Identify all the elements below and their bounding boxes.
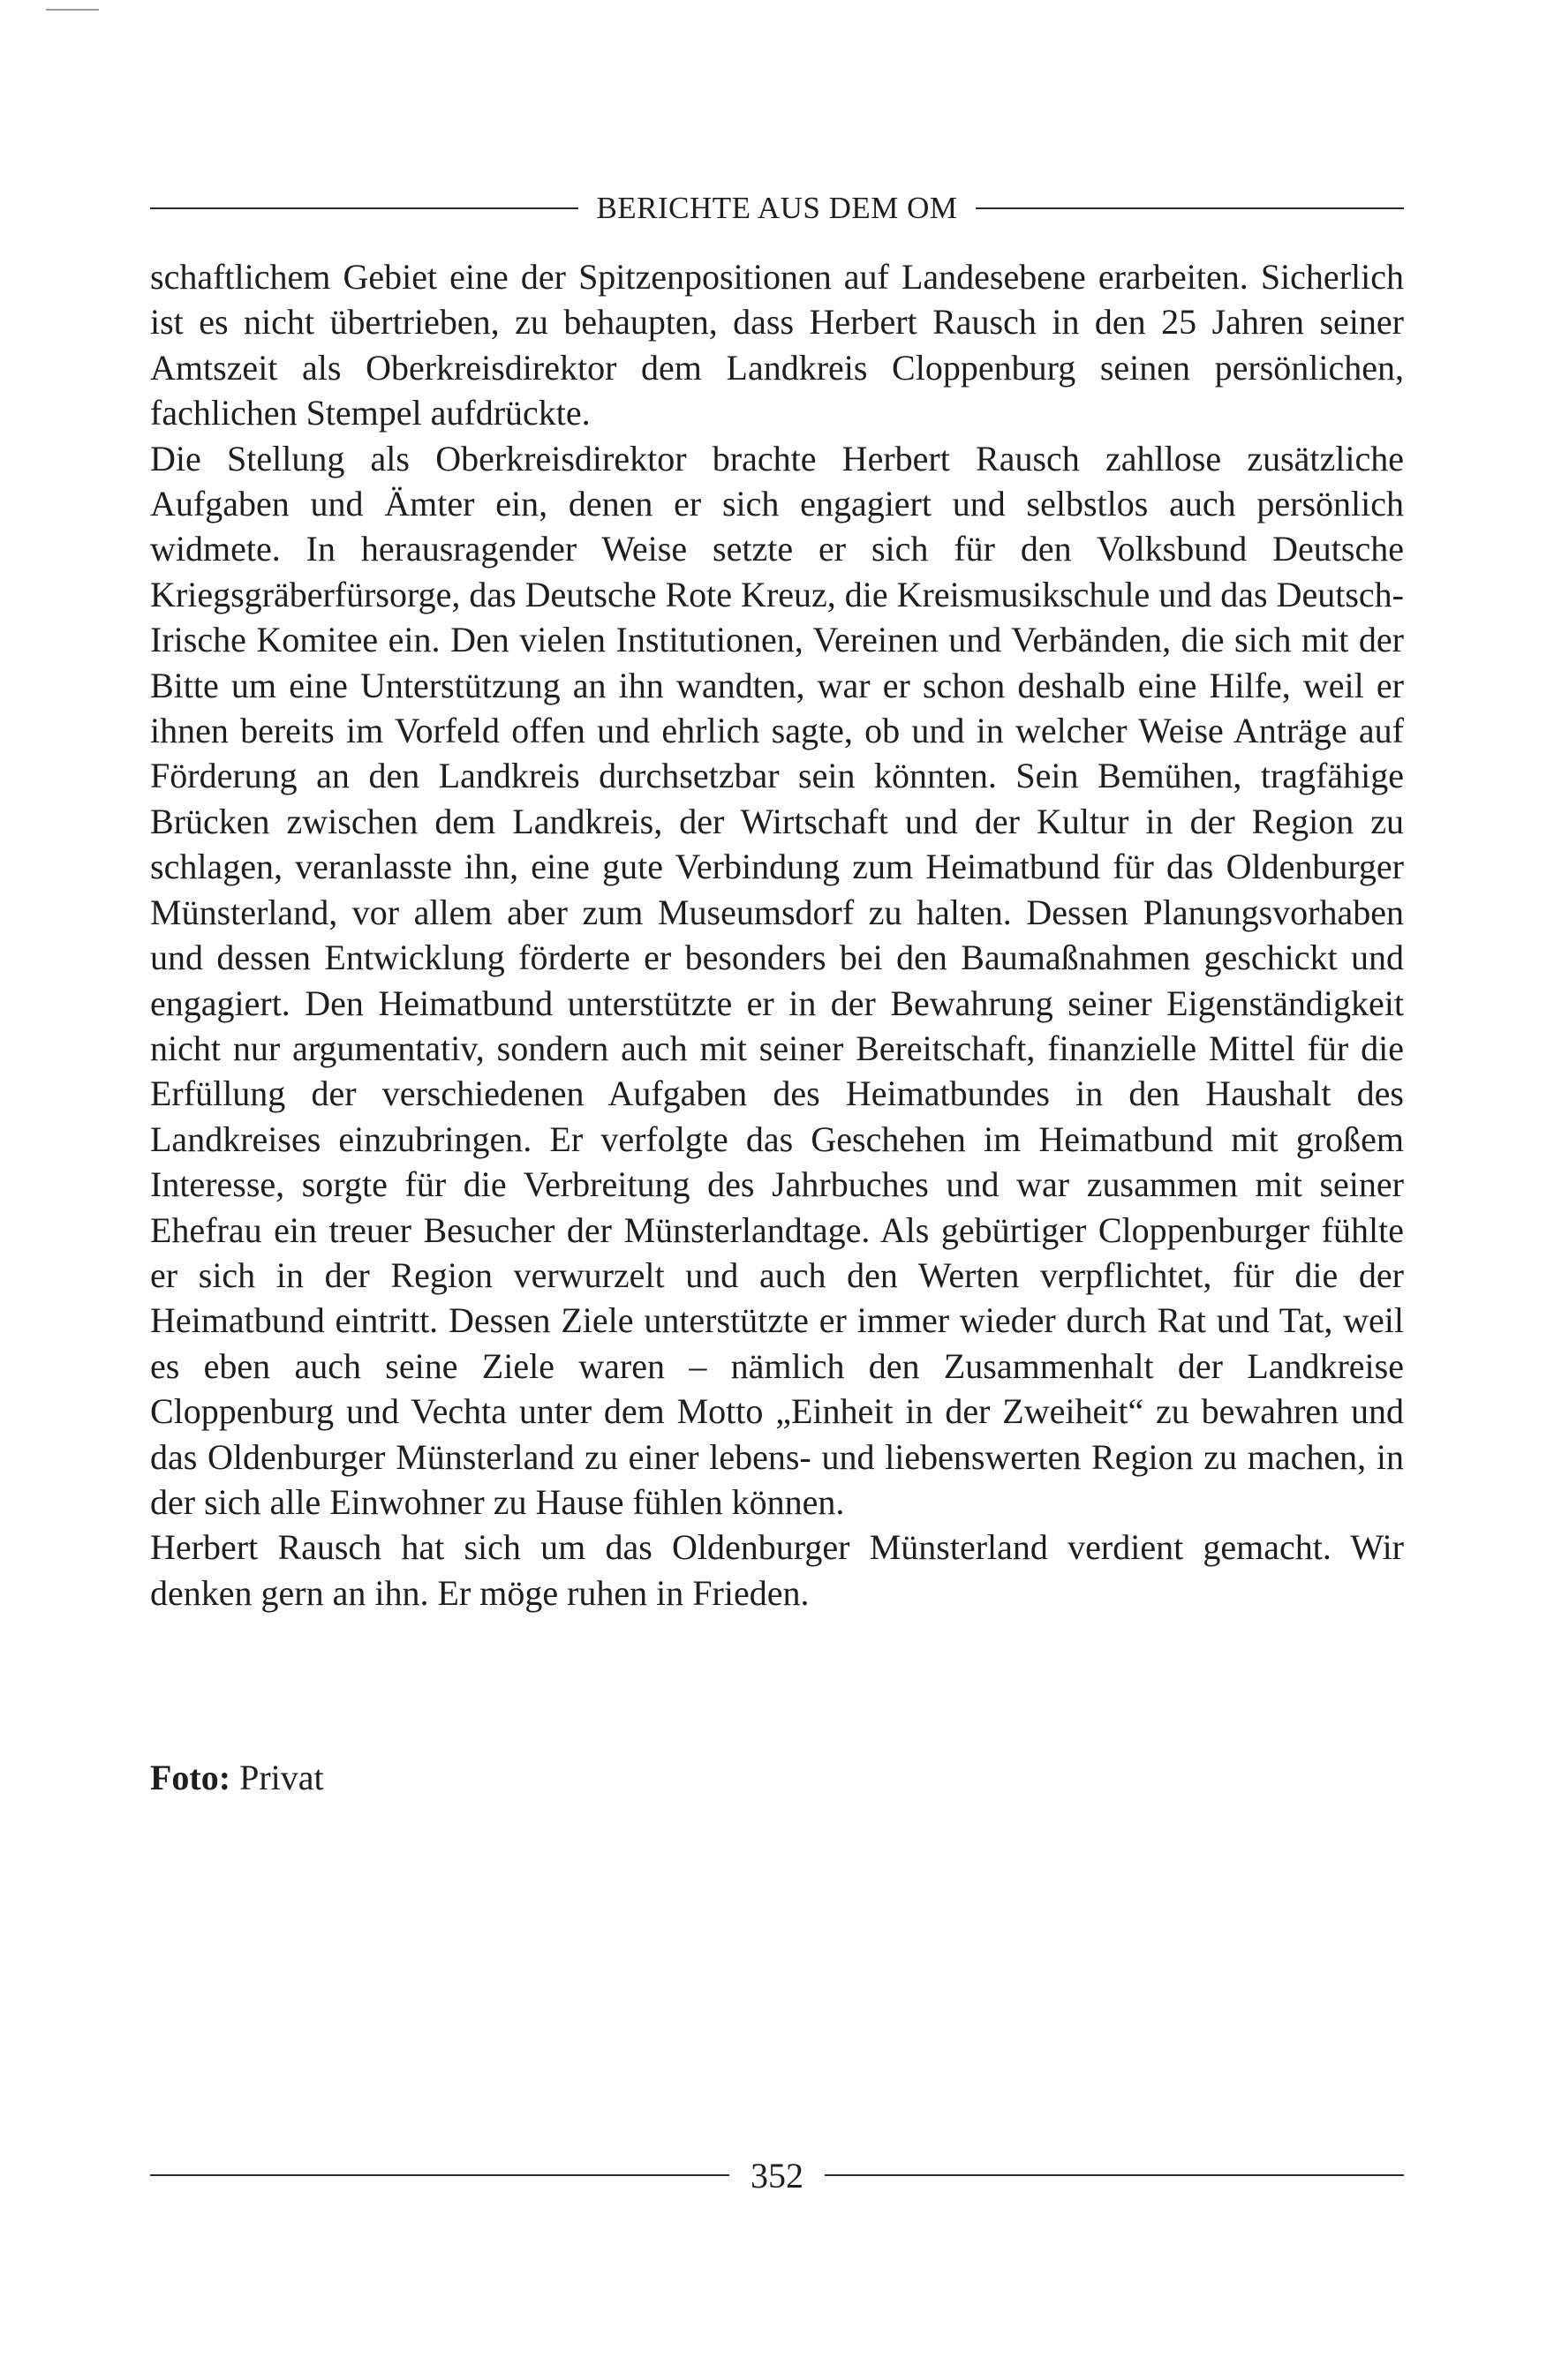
page-number: 352 xyxy=(751,2155,803,2195)
running-head xyxy=(150,184,1404,233)
header-rule-right xyxy=(976,207,1404,209)
footer-rule-left xyxy=(150,2174,729,2176)
photo-credit xyxy=(150,1755,324,1800)
article-body xyxy=(150,254,1404,1616)
photo-credit-value: Privat xyxy=(239,1758,324,1797)
paragraph-3: Herbert Rausch hat sich um das Oldenburger Münsterland verdient gemacht. Wir denken gern an ihn. Er möge ruhen in Frieden. xyxy=(150,1527,1404,1613)
footer-rule-right xyxy=(825,2174,1404,2176)
paragraph-1: schaftlichem Gebiet eine der Spitzenpositionen auf Landesebene erarbeiten. Sicherlich ist es nicht übertrieben, zu behaupten, dass Herbert Rausch in den 25 Jahren seiner Amtszeit als Oberkreisdirektor dem Landkreis Cloppenburg seinen persönlichen, fachlichen Stempel aufdrückte. xyxy=(150,257,1404,433)
photo-credit-label: Foto: xyxy=(150,1758,231,1797)
scan-edge-mark xyxy=(46,9,99,11)
paragraph-2: Die Stellung als Oberkreisdirektor brachte Herbert Rausch zahllose zusätzliche Aufgaben und Ämter ein, denen er sich engagiert und selbstlos auch persönlich widmete. In herausragender Weise setzte er sich für den Volksbund Deutsche Kriegsgräberfürsorge, das Deutsche Rote Kreuz, die Kreismusikschule und das Deutsch-Irische Komitee ein. Den vielen Institutionen, Vereinen und Verbänden, die sich mit der Bitte um eine Unterstützung an ihn wandten, war er schon deshalb eine Hilfe, weil er ihnen bereits im Vorfeld offen und ehrlich sagte, ob und in welcher Weise Anträge auf Förderung an den Landkreis durchsetzbar sein könnten. Sein Bemühen, tragfähige Brücken zwischen dem Landkreis, der Wirtschaft und der Kultur in der Region zu schlagen, veranlasste ihn, eine gute Verbindung zum Heimatbund für das Oldenburger Münsterland, vor allem aber zum Museumsdorf zu halten. Dessen Planungsvorhaben und dessen Entwicklung förderte er besonders bei den Baumaßnahmen geschickt und engagiert. Den Heimatbund unterstützte er in der Bewahrung seiner Eigenständigkeit nicht nur argumentativ, sondern auch mit seiner Bereitschaft, finanzielle Mittel für die Erfüllung der verschiedenen Aufgaben des Heimatbundes in den Haushalt des Landkreises einzubringen. Er verfolgte das Geschehen im Heimatbund mit großem Interesse, sorgte für die Verbreitung des Jahrbuches und war zusammen mit seiner Ehefrau ein treuer Besucher der Münsterlandtage. Als gebürtiger Cloppenburger fühlte er sich in der Region verwurzelt und auch den Werten verpflichtet, für die der Heimatbund eintritt. Dessen Ziele unterstützte er immer wieder durch Rat und Tat, weil es eben auch seine Ziele waren – nämlich den Zusammenhalt der Landkreise Cloppenburg und Vechta unter dem Motto „Einheit in der Zweiheit“ zu bewahren und das Oldenburger Münsterland zu einer lebens- und liebenswerten Region zu machen, in der sich alle Einwohner zu Hause fühlen können. xyxy=(150,438,1404,1522)
running-title: BERICHTE AUS DEM OM xyxy=(596,191,958,225)
page-footer xyxy=(150,2149,1404,2202)
header-rule-left xyxy=(150,207,578,209)
